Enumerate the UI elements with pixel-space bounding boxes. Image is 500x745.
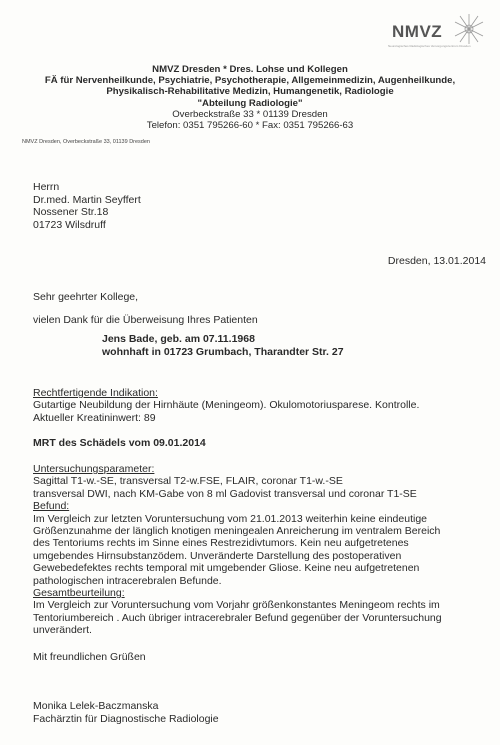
recipient-street: Nossener Str.18 [33,206,109,219]
report-body [33,463,442,637]
logo-tagline: Neurologisches Radiologisches Versorgungszentrum Dresden [388,44,471,48]
indication-line-2: Aktueller Kreatininwert: 89 [33,411,156,424]
indication-heading: Rechtfertigende Indikation: [33,387,158,399]
signature-name: Monika Lelek-Baczmanska [33,700,159,712]
indication-section [33,387,419,424]
assessment-line-2: Tentoriumbereich . Auch übriger intracerebraler Befund gegenüber der Voruntersuchung [33,611,442,624]
logo-star-icon [452,12,486,46]
parameters-line-2: transversal DWI, nach KM-Gabe von 8 ml Gadovist transversal und coronar T1-SE [33,487,417,500]
signature-block [33,700,219,725]
patient-residence: wohnhaft in 01723 Grumbach, Tharandter Str. 27 [102,345,344,358]
findings-line-1: Im Vergleich zur letzten Voruntersuchung vom 21.01.2013 weiterhin keine eindeutige [33,512,427,525]
letterhead [0,64,500,131]
assessment-line-3: unverändert. [33,624,92,637]
signature-title: Fachärztin für Diagnostische Radiologie [33,712,219,725]
greeting: Sehr geehrter Kollege, [33,291,139,303]
patient-name-dob: Jens Bade, geb. am 07.11.1968 [102,333,255,345]
closing: Mit freundlichen Grüßen [33,651,146,663]
patient-info [102,333,344,358]
logo-wordmark: NMVZ [392,22,443,41]
findings-line-6: pathologischen intracerebralen Befunde. [33,574,222,587]
parameters-line-1: Sagittal T1-w.-SE, transversal T2-w.FSE, FLAIR, coronar T1-w.-SE [33,475,343,488]
recipient-city: 01723 Wilsdruff [33,218,106,231]
sender-return-address: NMVZ Dresden, Overbeckstraße 33, 01139 Dresden [22,139,150,145]
findings-line-4: umgebendes Hirnsubstanzödem. Unveränderte Darstellung des postoperativen [33,549,402,562]
letterhead-address: Overbeckstraße 33 * 01139 Dresden [172,108,328,120]
letter-date: Dresden, 13.01.2014 [387,255,486,267]
findings-line-2: Größenzunahme der länglich knotigen meningealen Anreicherung im ventralem Bereich [33,525,441,538]
letterhead-department: "Abteilung Radiologie" [197,97,303,109]
recipient-address [33,181,141,231]
findings-heading: Befund: [33,500,70,513]
assessment-heading: Gesamtbeurteilung: [33,587,125,600]
parameters-heading: Untersuchungsparameter: [33,463,155,475]
letterhead-specialties-1: FÄ für Nervenheilkunde, Psychiatrie, Psychotherapie, Allgemeinmedizin, Augenheilkunde, [44,75,456,87]
assessment-line-1: Im Vergleich zur Voruntersuchung vom Vorjahr größenkonstantes Meningeom rechts im [33,599,440,612]
intro-text: vielen Dank für die Überweisung Ihres Patienten [33,314,258,326]
indication-line-1: Gutartige Neubildung der Hirnhäute (Meningeom). Okulomotoriusparese. Kontrolle. [33,399,420,412]
recipient-name: Dr.med. Martin Seyffert [33,193,141,206]
findings-line-3: des Tentoriums rechts im Sinne eines Restrezidivtumors. Kein neu aufgetretenes [33,537,409,550]
findings-line-5: Gewebedefektes rechts temporal mit umgebender Gliose. Keine neu aufgetretenen [33,562,420,575]
letterhead-phone: Telefon: 0351 795266-60 * Fax: 0351 795266-63 [146,120,354,132]
letterhead-practice: NMVZ Dresden * Dres. Lohse und Kollegen [152,64,348,75]
letterhead-specialties-2: Physikalisch-Rehabilitative Medizin, Humangenetik, Radiologie [106,86,394,98]
recipient-salutation: Herrn [33,181,60,193]
exam-title: MRT des Schädels vom 09.01.2014 [33,437,206,449]
